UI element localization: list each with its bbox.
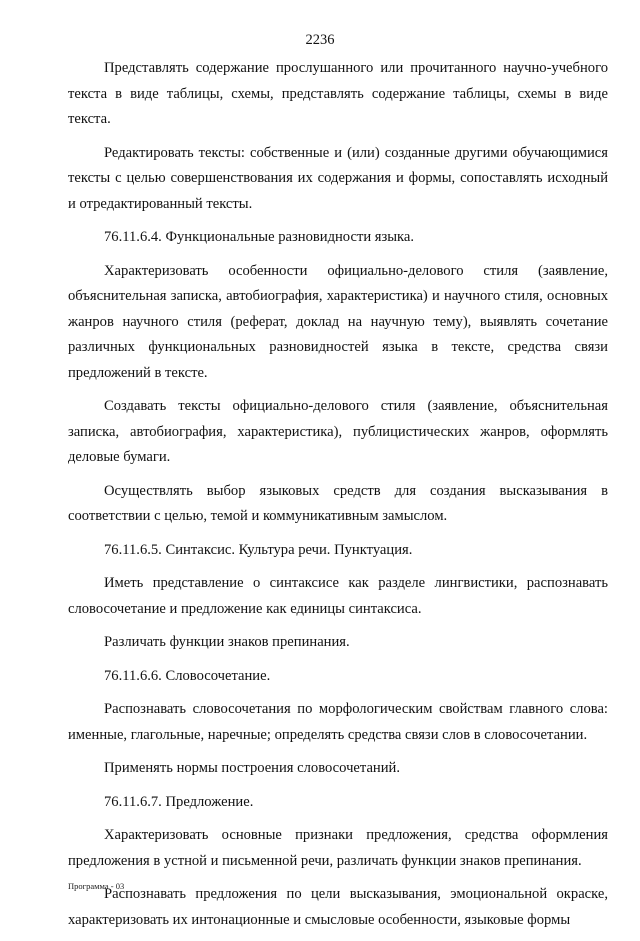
section-heading-76-11-6-7: 76.11.6.7. Предложение. — [104, 793, 254, 810]
paragraph-recognize-sentences: Распознавать предложения по цели высказывания, эмоциональной окраске, характеризовать их интонационные и смысловые особенности, языковые формы — [68, 886, 608, 928]
paragraph-choose-means: Осуществлять выбор языковых средств для создания высказывания в соответствии с целью, темой и коммуникативным замыслом. — [68, 482, 608, 524]
paragraph-edit-texts: Редактировать тексты: собственные и (или) созданные другими обучающимися тексты с целью совершенствования их содержания и формы, сопоставлять исходный и отредактированный тексты. — [68, 144, 608, 212]
section-heading-76-11-6-4: 76.11.6.4. Функциональные разновидности языка. — [104, 229, 415, 245]
paragraph-recognize-phrases: Распознавать словосочетания по морфологическим свойствам главного слова: именные, глагольные, наречные; определять средства связи слов в словосочетании. — [68, 701, 608, 743]
page-number: 2236 — [305, 32, 335, 48]
document-body — [68, 56, 608, 941]
paragraph-sentence-features: Характеризовать основные признаки предложения, средства оформления предложения в устной и письменной речи, различать функции знаков препинания. — [68, 827, 608, 869]
paragraph-characterize-styles: Характеризовать особенности официально-делового стиля (заявление, объяснительная записка, автобиография, характеристика) и научного стиля, основных жанров научного стиля (реферат, доклад на научную тему), выявлять сочетание различных функциональных разновидностей языка в тексте, средства связи предложений в тексте. — [68, 262, 608, 381]
paragraph-apply-norms: Применять нормы построения словосочетаний. — [104, 760, 401, 776]
section-heading-76-11-6-5: 76.11.6.5. Синтаксис. Культура речи. Пунктуация. — [104, 541, 413, 558]
paragraph-represent-content: Представлять содержание прослушанного или прочитанного научно-учебного текста в виде таблицы, схемы, представлять содержание таблицы, схемы в виде текста. — [68, 60, 608, 127]
paragraph-syntax-idea: Иметь представление о синтаксисе как разделе лингвистики, распознавать словосочетание и предложение как единицы синтаксиса. — [68, 575, 608, 617]
section-heading-76-11-6-6: 76.11.6.6. Словосочетание. — [104, 667, 271, 684]
paragraph-punctuation-functions: Различать функции знаков препинания. — [104, 634, 350, 650]
page-footer: Программа - 03 — [68, 881, 125, 891]
paragraph-create-texts: Создавать тексты официально-делового стиля (заявление, объяснительная записка, автобиография, характеристика), публицистических жанров, оформлять деловые бумаги. — [68, 398, 608, 465]
